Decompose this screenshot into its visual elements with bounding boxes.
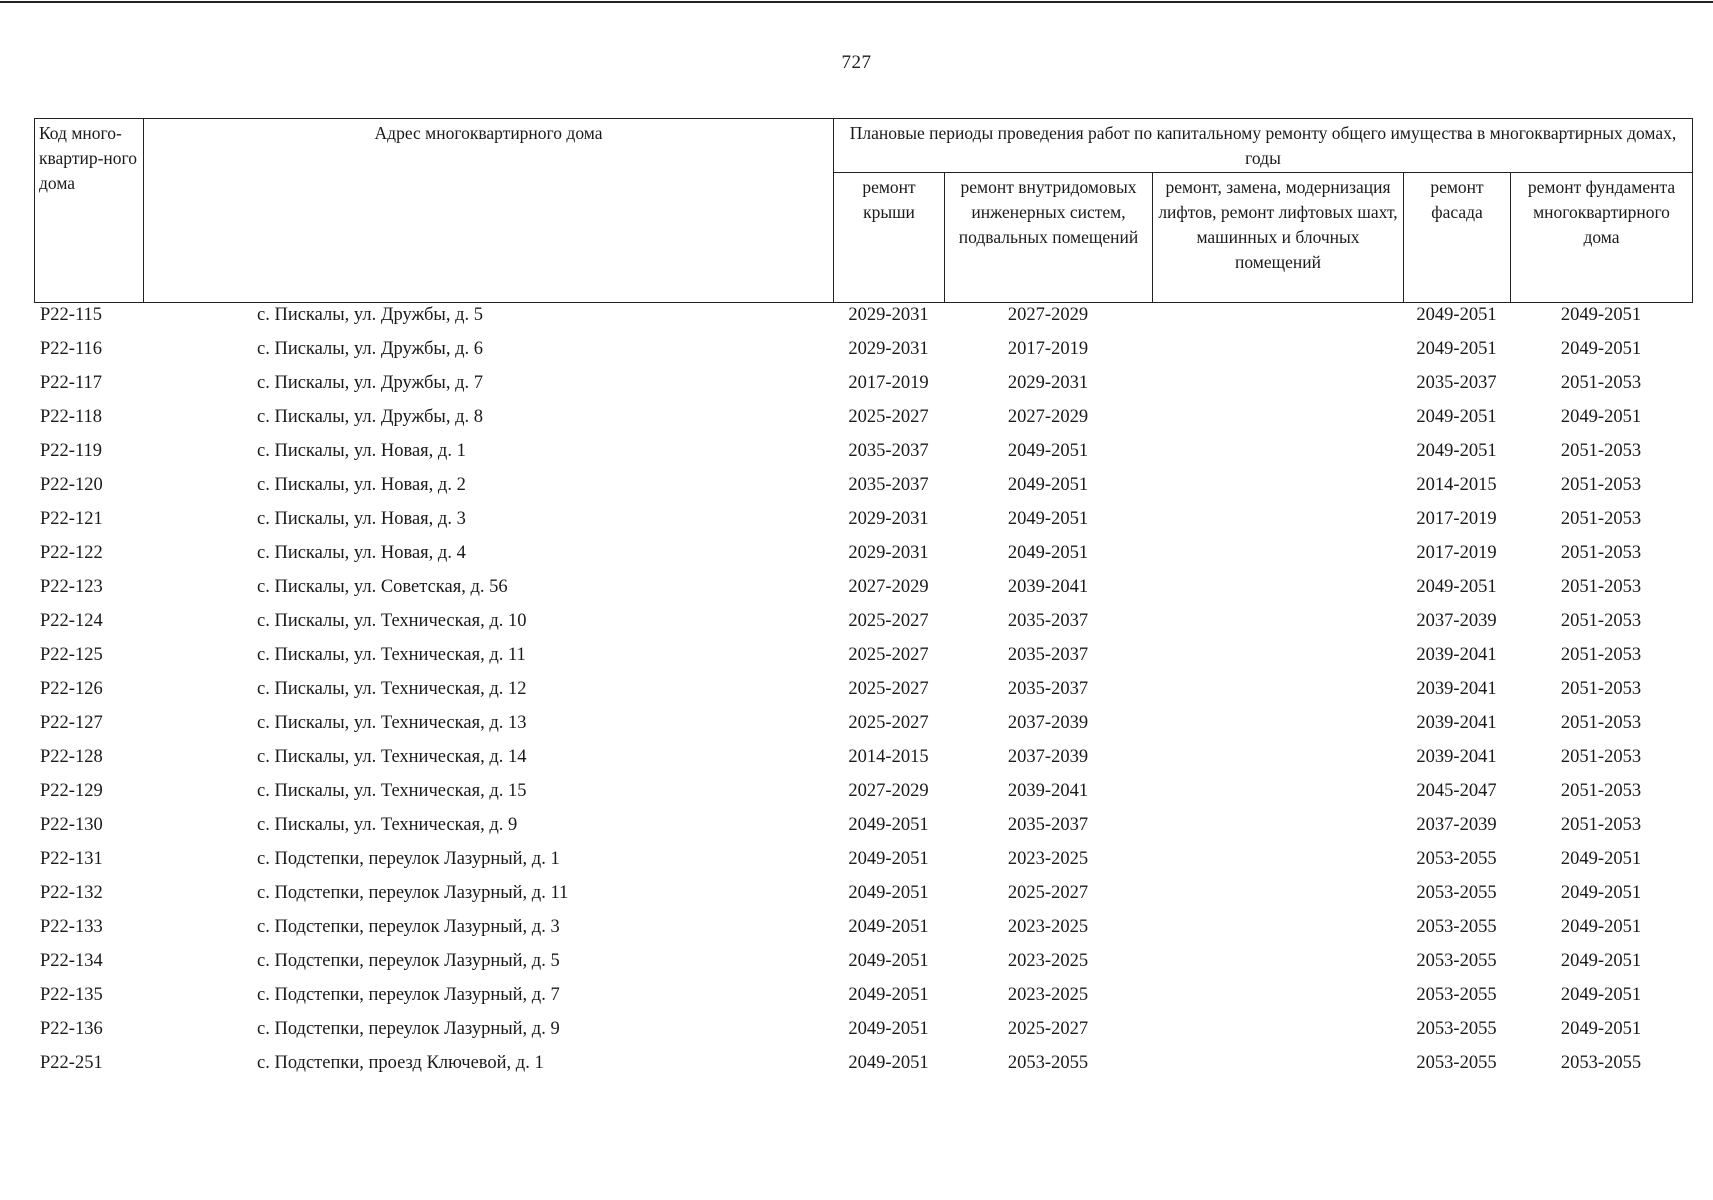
cell-code: Р22-136 — [40, 1019, 103, 1039]
cell-address: с. Подстепки, переулок Лазурный, д. 3 — [257, 917, 560, 937]
cell-elevators — [1152, 914, 1403, 948]
cell-inner-systems: 2039-2041 — [1007, 781, 1089, 801]
cell-address: с. Пискалы, ул. Советская, д. 56 — [257, 577, 508, 597]
cell-foundation: 2049-2051 — [1560, 305, 1642, 325]
cell-roof: 2027-2029 — [848, 577, 929, 597]
cell-roof: 2025-2027 — [848, 645, 929, 665]
cell-elevators — [1152, 642, 1403, 676]
cell-foundation: 2051-2053 — [1560, 713, 1642, 733]
cell-foundation: 2051-2053 — [1560, 747, 1642, 767]
cell-roof: 2049-2051 — [848, 951, 929, 971]
cell-elevators — [1152, 574, 1403, 608]
cell-address: с. Пискалы, ул. Дружбы, д. 8 — [257, 407, 484, 427]
cell-address: с. Пискалы, ул. Техническая, д. 15 — [257, 781, 527, 801]
cell-roof: 2049-2051 — [848, 985, 929, 1005]
header-code: Код много-квартир-ного дома — [35, 119, 144, 303]
cell-inner-systems: 2023-2025 — [1007, 951, 1089, 971]
table-row — [34, 812, 1692, 846]
cell-address: с. Пискалы, ул. Дружбы, д. 7 — [257, 373, 484, 393]
table-header — [34, 118, 1693, 303]
header-periods-group: Плановые периоды проведения работ по капитальному ремонту общего имущества в многоквартирных домах, годы — [834, 119, 1693, 173]
table-row — [34, 302, 1692, 336]
cell-code: Р22-251 — [40, 1053, 103, 1073]
cell-address: с. Подстепки, переулок Лазурный, д. 7 — [257, 985, 560, 1005]
cell-elevators — [1152, 336, 1403, 370]
cell-facade: 2049-2051 — [1416, 577, 1497, 597]
table-row — [34, 1050, 1692, 1084]
cell-elevators — [1152, 472, 1403, 506]
header-elevators: ремонт, замена, модернизация лифтов, ремонт лифтовых шахт, машинных и блочных помещений — [1153, 173, 1404, 303]
cell-inner-systems: 2023-2025 — [1007, 985, 1089, 1005]
cell-address: с. Пискалы, ул. Новая, д. 4 — [257, 543, 466, 563]
cell-roof: 2029-2031 — [848, 509, 929, 529]
cell-facade: 2053-2055 — [1416, 917, 1497, 937]
cell-code: Р22-118 — [40, 407, 103, 427]
cell-foundation: 2051-2053 — [1560, 475, 1642, 495]
cell-facade: 2053-2055 — [1416, 849, 1497, 869]
cell-elevators — [1152, 438, 1403, 472]
table-row — [34, 506, 1692, 540]
cell-code: Р22-125 — [40, 645, 103, 665]
table-row — [34, 744, 1692, 778]
cell-facade: 2049-2051 — [1416, 441, 1497, 461]
cell-elevators — [1152, 676, 1403, 710]
cell-roof: 2029-2031 — [848, 305, 929, 325]
cell-code: Р22-123 — [40, 577, 103, 597]
cell-elevators — [1152, 608, 1403, 642]
cell-code: Р22-120 — [40, 475, 103, 495]
table-row — [34, 1016, 1692, 1050]
cell-foundation: 2053-2055 — [1560, 1053, 1642, 1073]
cell-roof: 2049-2051 — [848, 1019, 929, 1039]
cell-roof: 2025-2027 — [848, 611, 929, 631]
cell-facade: 2014-2015 — [1416, 475, 1497, 495]
cell-inner-systems: 2049-2051 — [1007, 475, 1089, 495]
cell-foundation: 2051-2053 — [1560, 611, 1642, 631]
header-roof: ремонт крыши — [834, 173, 945, 303]
cell-foundation: 2049-2051 — [1560, 985, 1642, 1005]
cell-inner-systems: 2049-2051 — [1007, 441, 1089, 461]
cell-roof: 2014-2015 — [848, 747, 929, 767]
cell-address: с. Подстепки, переулок Лазурный, д. 5 — [257, 951, 560, 971]
cell-address: с. Пискалы, ул. Техническая, д. 11 — [257, 645, 526, 665]
cell-inner-systems: 2035-2037 — [1007, 611, 1089, 631]
table-row — [34, 608, 1692, 642]
cell-elevators — [1152, 982, 1403, 1016]
cell-elevators — [1152, 540, 1403, 574]
cell-code: Р22-117 — [40, 373, 103, 393]
cell-foundation: 2051-2053 — [1560, 577, 1642, 597]
cell-inner-systems: 2025-2027 — [1007, 883, 1089, 903]
cell-roof: 2025-2027 — [848, 679, 929, 699]
table-row — [34, 948, 1692, 982]
cell-address: с. Пискалы, ул. Техническая, д. 14 — [257, 747, 527, 767]
cell-facade: 2049-2051 — [1416, 339, 1497, 359]
cell-address: с. Подстепки, переулок Лазурный, д. 9 — [257, 1019, 560, 1039]
cell-code: Р22-134 — [40, 951, 103, 971]
table-row — [34, 404, 1692, 438]
cell-address: с. Подстепки, проезд Ключевой, д. 1 — [257, 1053, 544, 1073]
cell-roof: 2049-2051 — [848, 815, 929, 835]
cell-foundation: 2051-2053 — [1560, 373, 1642, 393]
cell-code: Р22-124 — [40, 611, 103, 631]
cell-roof: 2035-2037 — [848, 475, 929, 495]
cell-elevators — [1152, 1050, 1403, 1084]
table-row — [34, 336, 1692, 370]
cell-foundation: 2049-2051 — [1560, 849, 1642, 869]
header-facade: ремонт фасада — [1404, 173, 1511, 303]
cell-code: Р22-126 — [40, 679, 103, 699]
cell-foundation: 2049-2051 — [1560, 951, 1642, 971]
cell-foundation: 2051-2053 — [1560, 509, 1642, 529]
cell-inner-systems: 2049-2051 — [1007, 509, 1089, 529]
table-row — [34, 370, 1692, 404]
cell-address: с. Пискалы, ул. Новая, д. 2 — [257, 475, 466, 495]
cell-facade: 2053-2055 — [1416, 1019, 1497, 1039]
cell-address: с. Пискалы, ул. Новая, д. 1 — [257, 441, 466, 461]
cell-facade: 2053-2055 — [1416, 951, 1497, 971]
cell-facade: 2039-2041 — [1416, 713, 1497, 733]
cell-address: с. Подстепки, переулок Лазурный, д. 1 — [257, 849, 560, 869]
cell-code: Р22-122 — [40, 543, 103, 563]
table-row — [34, 642, 1692, 676]
cell-roof: 2049-2051 — [848, 849, 929, 869]
cell-roof: 2049-2051 — [848, 917, 929, 937]
cell-elevators — [1152, 778, 1403, 812]
cell-facade: 2037-2039 — [1416, 815, 1497, 835]
cell-elevators — [1152, 710, 1403, 744]
cell-roof: 2029-2031 — [848, 339, 929, 359]
cell-roof: 2035-2037 — [848, 441, 929, 461]
cell-code: Р22-131 — [40, 849, 103, 869]
cell-inner-systems: 2035-2037 — [1007, 645, 1089, 665]
cell-elevators — [1152, 948, 1403, 982]
header-inner-systems: ремонт внутридомовых инженерных систем, подвальных помещений — [945, 173, 1153, 303]
cell-code: Р22-119 — [40, 441, 103, 461]
cell-inner-systems: 2023-2025 — [1007, 849, 1089, 869]
cell-facade: 2037-2039 — [1416, 611, 1497, 631]
cell-foundation: 2051-2053 — [1560, 441, 1642, 461]
cell-code: Р22-116 — [40, 339, 103, 359]
cell-roof: 2025-2027 — [848, 713, 929, 733]
cell-code: Р22-115 — [40, 305, 103, 325]
cell-roof: 2029-2031 — [848, 543, 929, 563]
table-row — [34, 438, 1692, 472]
cell-facade: 2035-2037 — [1416, 373, 1497, 393]
cell-foundation: 2051-2053 — [1560, 543, 1642, 563]
cell-foundation: 2049-2051 — [1560, 407, 1642, 427]
cell-facade: 2017-2019 — [1416, 509, 1497, 529]
cell-facade: 2053-2055 — [1416, 883, 1497, 903]
cell-inner-systems: 2035-2037 — [1007, 815, 1089, 835]
cell-roof: 2017-2019 — [848, 373, 929, 393]
table-row — [34, 778, 1692, 812]
cell-inner-systems: 2027-2029 — [1007, 407, 1089, 427]
cell-inner-systems: 2035-2037 — [1007, 679, 1089, 699]
header-foundation: ремонт фундамента многоквартирного дома — [1511, 173, 1693, 303]
cell-inner-systems: 2023-2025 — [1007, 917, 1089, 937]
cell-facade: 2045-2047 — [1416, 781, 1497, 801]
page-number: 727 — [841, 52, 872, 73]
cell-facade: 2039-2041 — [1416, 679, 1497, 699]
table-row — [34, 710, 1692, 744]
table-row — [34, 540, 1692, 574]
cell-inner-systems: 2017-2019 — [1007, 339, 1089, 359]
cell-code: Р22-130 — [40, 815, 103, 835]
cell-facade: 2049-2051 — [1416, 305, 1497, 325]
cell-roof: 2027-2029 — [848, 781, 929, 801]
cell-foundation: 2051-2053 — [1560, 815, 1642, 835]
table-row — [34, 982, 1692, 1016]
cell-roof: 2025-2027 — [848, 407, 929, 427]
cell-code: Р22-133 — [40, 917, 103, 937]
cell-roof: 2049-2051 — [848, 883, 929, 903]
cell-elevators — [1152, 1016, 1403, 1050]
table-row — [34, 676, 1692, 710]
cell-facade: 2053-2055 — [1416, 1053, 1497, 1073]
cell-inner-systems: 2027-2029 — [1007, 305, 1089, 325]
table-row — [34, 914, 1692, 948]
table-row — [34, 846, 1692, 880]
cell-address: с. Пискалы, ул. Техническая, д. 10 — [257, 611, 527, 631]
cell-facade: 2039-2041 — [1416, 747, 1497, 767]
cell-address: с. Пискалы, ул. Дружбы, д. 5 — [257, 305, 484, 325]
cell-inner-systems: 2049-2051 — [1007, 543, 1089, 563]
cell-foundation: 2051-2053 — [1560, 645, 1642, 665]
cell-roof: 2049-2051 — [848, 1053, 929, 1073]
cell-inner-systems: 2053-2055 — [1007, 1053, 1089, 1073]
cell-foundation: 2049-2051 — [1560, 917, 1642, 937]
cell-elevators — [1152, 846, 1403, 880]
top-border-line — [0, 1, 1713, 3]
cell-code: Р22-127 — [40, 713, 103, 733]
cell-code: Р22-121 — [40, 509, 103, 529]
cell-foundation: 2049-2051 — [1560, 1019, 1642, 1039]
cell-foundation: 2049-2051 — [1560, 883, 1642, 903]
table-row — [34, 472, 1692, 506]
cell-elevators — [1152, 404, 1403, 438]
cell-address: с. Пискалы, ул. Дружбы, д. 6 — [257, 339, 484, 359]
cell-inner-systems: 2037-2039 — [1007, 713, 1089, 733]
cell-elevators — [1152, 812, 1403, 846]
cell-facade: 2049-2051 — [1416, 407, 1497, 427]
cell-address: с. Пискалы, ул. Техническая, д. 12 — [257, 679, 527, 699]
cell-code: Р22-135 — [40, 985, 103, 1005]
cell-inner-systems: 2025-2027 — [1007, 1019, 1089, 1039]
cell-elevators — [1152, 370, 1403, 404]
header-address: Адрес многоквартирного дома — [144, 119, 834, 303]
cell-inner-systems: 2039-2041 — [1007, 577, 1089, 597]
cell-code: Р22-132 — [40, 883, 103, 903]
cell-address: с. Пискалы, ул. Новая, д. 3 — [257, 509, 466, 529]
data-rows — [34, 302, 1692, 1084]
cell-code: Р22-129 — [40, 781, 103, 801]
cell-address: с. Подстепки, переулок Лазурный, д. 11 — [257, 883, 569, 903]
cell-facade: 2039-2041 — [1416, 645, 1497, 665]
cell-inner-systems: 2029-2031 — [1007, 373, 1089, 393]
cell-elevators — [1152, 880, 1403, 914]
cell-elevators — [1152, 506, 1403, 540]
cell-address: с. Пискалы, ул. Техническая, д. 13 — [257, 713, 527, 733]
cell-elevators — [1152, 302, 1403, 336]
cell-facade: 2017-2019 — [1416, 543, 1497, 563]
cell-inner-systems: 2037-2039 — [1007, 747, 1089, 767]
cell-code: Р22-128 — [40, 747, 103, 767]
cell-address: с. Пискалы, ул. Техническая, д. 9 — [257, 815, 518, 835]
cell-facade: 2053-2055 — [1416, 985, 1497, 1005]
table-row — [34, 880, 1692, 914]
cell-foundation: 2051-2053 — [1560, 679, 1642, 699]
table-row — [34, 574, 1692, 608]
cell-foundation: 2049-2051 — [1560, 339, 1642, 359]
cell-foundation: 2051-2053 — [1560, 781, 1642, 801]
cell-elevators — [1152, 744, 1403, 778]
